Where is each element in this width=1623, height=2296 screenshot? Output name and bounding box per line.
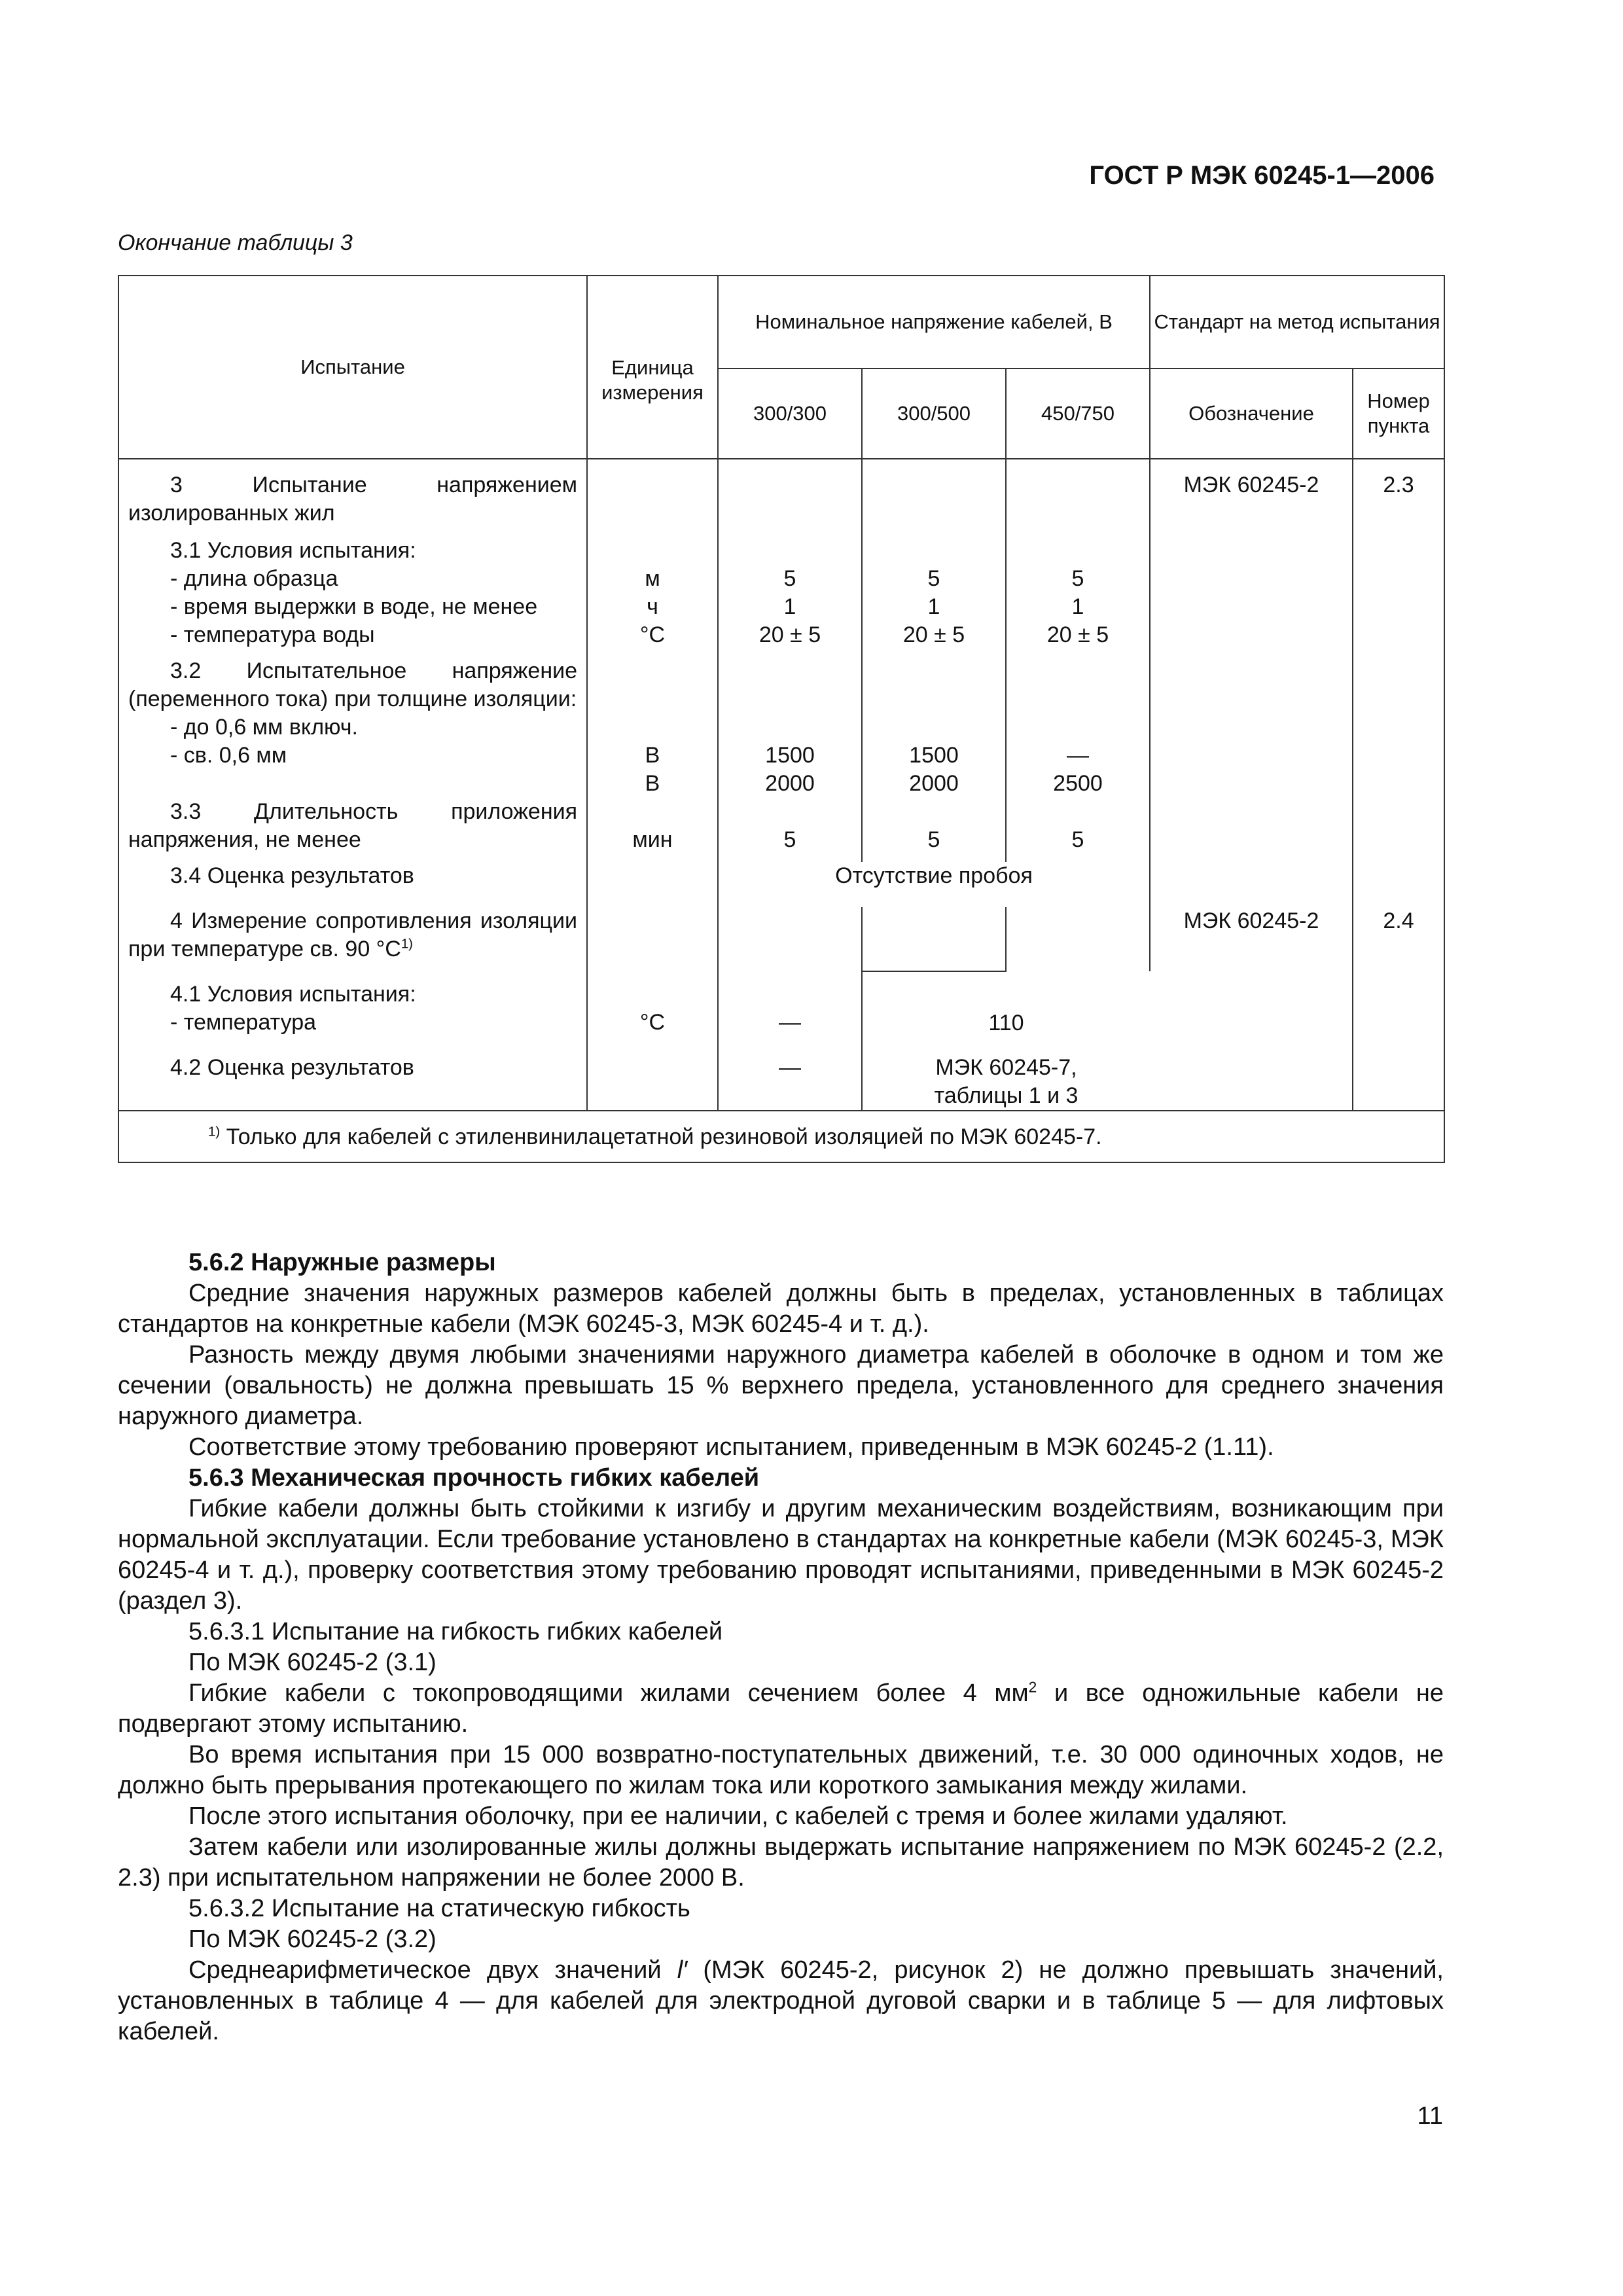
- paragraph: 5.6.3.1 Испытание на гибкость гибких кабелей: [188, 1618, 723, 1645]
- paragraph: По МЭК 60245-2 (3.2): [188, 1926, 437, 1953]
- header-test: Испытание: [118, 276, 587, 459]
- body-text: [118, 1247, 1444, 2047]
- paragraph: После этого испытания оболочку, при ее наличии, с кабелей с тремя и более жилами удаляют.: [188, 1803, 1288, 1830]
- paragraph: Гибкие кабели с токопроводящими жилами сечением более 4 $мм^2$ и все одножильные кабели не подвергают этому испытанию.: [118, 1678, 1444, 1738]
- table-row: 4.1 Условия испытания: - температура °C — 110: [118, 971, 1444, 1054]
- document-header: ГОСТ Р МЭК 60245-1—2006: [1089, 161, 1435, 190]
- table-row: 4 Измерение сопротивления изоляции при температуре св. 90 $^\circ C^{1)}$ МЭК 60245-2 2.4: [118, 907, 1444, 971]
- paragraph: Затем кабели или изолированные жилы должны выдержать испытание напряжением по МЭК 60245-2 (2.2, 2.3) при испытательном напряжении не более 2000 В.: [118, 1833, 1444, 1892]
- table-row: 3.1 Условия испытания: - длина образца - время выдержки в воде, не менее - температура воды м ч °C 5 1 20 ± 5 5 1 20 ± 5 5 1 20 ± 5: [118, 537, 1444, 657]
- paragraph: Среднеарифметическое двух значений l′ (МЭК 60245-2, рисунок 2) не должно превышать значений, установленных в таблице 4 — для кабелей для электродной дуговой сварки и в таблице 5 — для лифтовых кабелей.: [118, 1956, 1444, 2045]
- header-voltage: Номинальное напряжение кабелей, В: [718, 276, 1150, 368]
- table-caption: Окончание таблицы 3: [118, 230, 353, 255]
- paragraph: Средние значения наружных размеров кабелей должны быть в пределах, установленных в таблицах стандартов на конкретные кабели (МЭК 60245-3, МЭК 60245-4 и т. д.).: [118, 1280, 1444, 1338]
- header-designation: Обозначение: [1150, 368, 1353, 459]
- header-v1: 300/300: [718, 368, 862, 459]
- data-table: [118, 275, 1445, 1163]
- header-unit: Единица измерения: [587, 276, 718, 459]
- paragraph: Гибкие кабели должны быть стойкими к изгибу и другим механическим воздействиям, возникающим при нормальной эксплуатации. Если требование установлено в стандартах на конкретные кабели (МЭК 60245-3, МЭК 60245-4 и т. д.), проверку соответствия этому требованию проводят испытаниями, приведенными в МЭК 60245-2 (раздел 3).: [118, 1495, 1444, 1615]
- paragraph: 5.6.3.2 Испытание на статическую гибкость: [188, 1895, 690, 1922]
- table-row: 4.2 Оценка результатов — МЭК 60245-7, таблицы 1 и 3: [118, 1054, 1444, 1111]
- section-heading: 5.6.3 Механическая прочность гибких кабелей: [188, 1464, 760, 1492]
- header-clause: Номер пункта: [1353, 368, 1444, 459]
- paragraph: По МЭК 60245-2 (3.1): [188, 1649, 437, 1676]
- header-v3: 450/750: [1006, 368, 1150, 459]
- table-row: 3.3 Длительность приложения напряжения, не менее мин 5 5 5: [118, 798, 1444, 862]
- table-row: 3.4 Оценка результатов Отсутствие пробоя: [118, 862, 1444, 907]
- header-v2: 300/500: [862, 368, 1006, 459]
- section-heading: 5.6.2 Наружные размеры: [188, 1249, 496, 1276]
- header-standard: Стандарт на метод испытания: [1150, 276, 1444, 368]
- table-row: 3.2 Испытательное напряжение (переменного тока) при толщине изоляции: - до 0,6 мм включ. - св. 0,6 мм В В 1500 2000 1500 2000 — 2500: [118, 657, 1444, 798]
- paragraph: Разность между двумя любыми значениями наружного диаметра кабелей в оболочке в одном и том же сечении (овальность) не должна превышать 15 % верхнего предела, установленного для среднего значения наружного диаметра.: [118, 1341, 1444, 1430]
- page-number: 11: [1417, 2102, 1443, 2130]
- table-row: 3 Испытание напряжением изолированных жил МЭК 60245-2 2.3: [118, 459, 1444, 537]
- paragraph: Соответствие этому требованию проверяют испытанием, приведенным в МЭК 60245-2 (1.11).: [188, 1433, 1274, 1461]
- paragraph: Во время испытания при 15 000 возвратно-поступательных движений, т.е. 30 000 одиночных ходов, не должно быть прерывания протекающего по жилам тока или короткого замыкания между жилами.: [118, 1741, 1444, 1799]
- table-footnote: $^{1)}$ Только для кабелей с этиленвинилацетатной резиновой изоляцией по МЭК 60245-7.: [118, 1111, 1444, 1162]
